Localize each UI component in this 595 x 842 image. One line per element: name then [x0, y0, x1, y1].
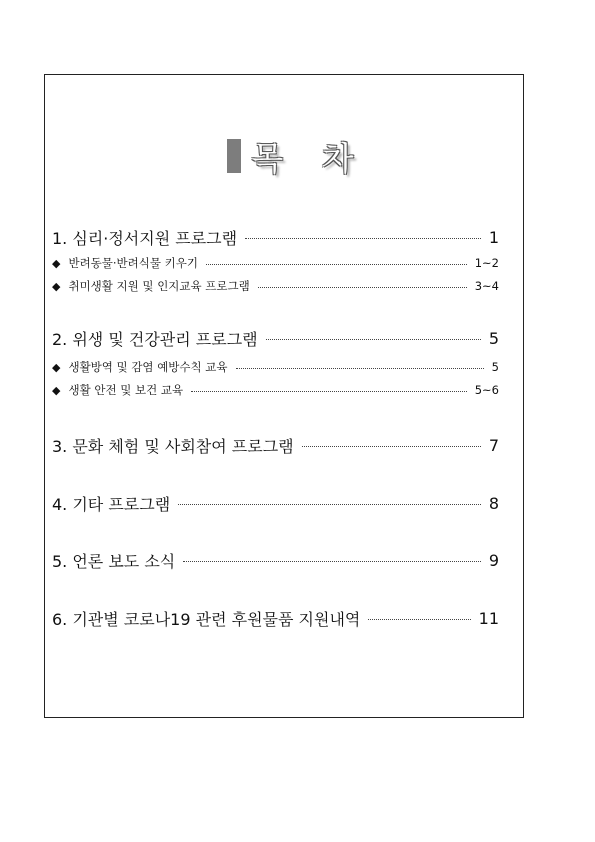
dot-leader	[266, 339, 481, 340]
dot-leader	[191, 391, 467, 392]
diamond-bullet-icon: ◆	[52, 256, 61, 270]
toc-entry-1b[interactable]	[52, 278, 499, 294]
dot-leader	[236, 368, 484, 369]
entry-page: 5	[491, 360, 499, 374]
dot-leader	[206, 264, 467, 265]
toc-title	[0, 136, 595, 176]
toc-entry-5[interactable]	[52, 549, 499, 571]
entry-page: 3~4	[474, 279, 499, 293]
entry-label: 1. 심리·정서지원 프로그램	[52, 228, 238, 248]
entry-page: 5	[488, 328, 499, 348]
toc-entry-1[interactable]	[52, 226, 499, 248]
toc-entry-2[interactable]	[52, 327, 499, 349]
entry-label: 생활 안전 및 보건 교육	[68, 383, 184, 397]
dot-leader	[302, 446, 481, 447]
entry-page: 1~2	[474, 256, 499, 270]
entry-label: 반려동물·반려식물 키우기	[68, 256, 198, 270]
dot-leader	[183, 561, 481, 562]
entry-page: 8	[488, 493, 499, 513]
dot-leader	[258, 287, 467, 288]
dot-leader	[178, 504, 481, 505]
diamond-bullet-icon: ◆	[52, 383, 61, 397]
diamond-bullet-icon: ◆	[52, 360, 61, 374]
toc-entry-4[interactable]	[52, 492, 499, 514]
entry-label: 6. 기관별 코로나19 관련 후원물품 지원내역	[52, 609, 361, 629]
title-marker	[227, 139, 241, 173]
entry-label: 취미생활 지원 및 인지교육 프로그램	[68, 279, 250, 293]
entry-page: 11	[478, 608, 499, 628]
entry-page: 9	[488, 550, 499, 570]
entry-label: 3. 문화 체험 및 사회참여 프로그램	[52, 436, 294, 456]
toc-entry-1a[interactable]	[52, 255, 499, 271]
entry-page: 1	[488, 227, 499, 247]
dot-leader	[368, 619, 470, 620]
entry-label: 생활방역 및 감염 예방수칙 교육	[68, 360, 228, 374]
dot-leader	[245, 238, 481, 239]
toc-entry-6[interactable]	[52, 607, 499, 629]
entry-page: 5~6	[474, 383, 499, 397]
diamond-bullet-icon: ◆	[52, 279, 61, 293]
entry-label: 5. 언론 보도 소식	[52, 551, 176, 571]
toc-entry-3[interactable]	[52, 434, 499, 456]
entry-label: 4. 기타 프로그램	[52, 494, 171, 514]
entry-page: 7	[488, 435, 499, 455]
toc-entry-2a[interactable]	[52, 359, 499, 375]
title-text: 목 차	[251, 138, 368, 178]
entry-label: 2. 위생 및 건강관리 프로그램	[52, 329, 258, 349]
toc-entry-2b[interactable]	[52, 382, 499, 398]
